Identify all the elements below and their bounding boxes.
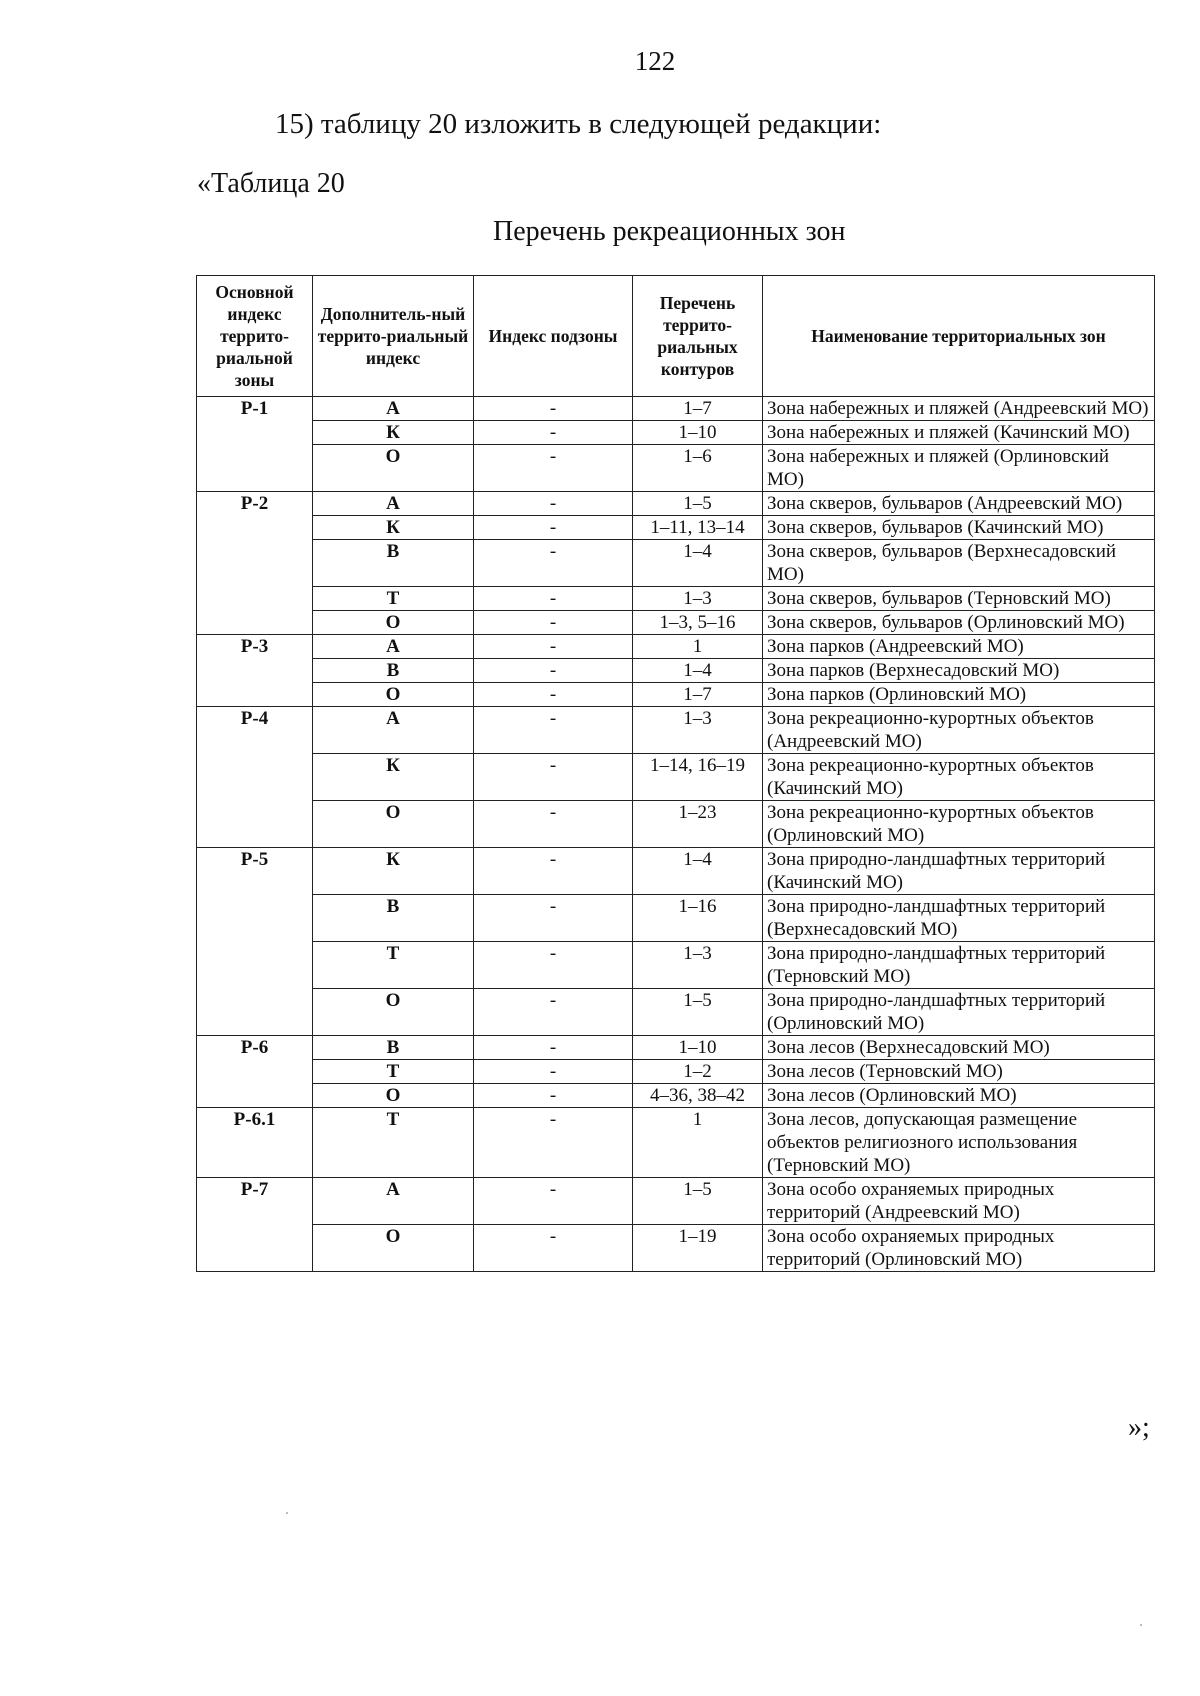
main-zone-index: Р-6	[197, 1036, 313, 1108]
additional-index: Т	[313, 1108, 474, 1178]
additional-index: О	[313, 989, 474, 1036]
zone-name: Зона лесов (Верхнесадовский МО)	[763, 1036, 1155, 1060]
additional-index: О	[313, 801, 474, 848]
subzone-index: -	[474, 848, 633, 895]
contours-list: 1–11, 13–14	[633, 516, 763, 540]
zone-name: Зона природно-ландшафтных территорий (Терновский МО)	[763, 942, 1155, 989]
zone-name: Зона рекреационно-курортных объектов (Качинский МО)	[763, 754, 1155, 801]
contours-list: 1–3, 5–16	[633, 611, 763, 635]
additional-index: К	[313, 754, 474, 801]
subzone-index: -	[474, 611, 633, 635]
subzone-index: -	[474, 1036, 633, 1060]
subzone-index: -	[474, 989, 633, 1036]
subzone-index: -	[474, 587, 633, 611]
scan-speck	[286, 1512, 288, 1514]
zone-name: Зона скверов, бульваров (Терновский МО)	[763, 587, 1155, 611]
contours-list: 1–3	[633, 942, 763, 989]
table-row	[197, 611, 1155, 635]
table-row	[197, 587, 1155, 611]
table-row	[197, 801, 1155, 848]
zone-name: Зона парков (Андреевский МО)	[763, 635, 1155, 659]
additional-index: О	[313, 1225, 474, 1272]
zone-name: Зона рекреационно-курортных объектов (Орлиновский МО)	[763, 801, 1155, 848]
zone-name: Зона скверов, бульваров (Качинский МО)	[763, 516, 1155, 540]
subzone-index: -	[474, 516, 633, 540]
contours-list: 1–4	[633, 848, 763, 895]
contours-list: 1–10	[633, 1036, 763, 1060]
recreation-zones-table	[196, 275, 1155, 1272]
table-row	[197, 848, 1155, 895]
contours-list: 1–7	[633, 397, 763, 421]
subzone-index: -	[474, 540, 633, 587]
zone-name: Зона особо охраняемых природных территорий (Орлиновский МО)	[763, 1225, 1155, 1272]
additional-index: В	[313, 895, 474, 942]
table-row	[197, 942, 1155, 989]
table-row	[197, 1178, 1155, 1225]
subzone-index: -	[474, 1108, 633, 1178]
contours-list: 1–6	[633, 445, 763, 492]
contours-list: 1–5	[633, 989, 763, 1036]
contours-list: 1–4	[633, 540, 763, 587]
contours-list: 1–3	[633, 587, 763, 611]
subzone-index: -	[474, 1225, 633, 1272]
table-header-row	[197, 276, 1155, 397]
main-zone-index: Р-6.1	[197, 1108, 313, 1178]
subzone-index: -	[474, 754, 633, 801]
zone-name: Зона природно-ландшафтных территорий (Верхнесадовский МО)	[763, 895, 1155, 942]
main-zone-index: Р-2	[197, 492, 313, 635]
subzone-index: -	[474, 1060, 633, 1084]
additional-index: О	[313, 445, 474, 492]
additional-index: А	[313, 397, 474, 421]
additional-index: В	[313, 659, 474, 683]
subzone-index: -	[474, 445, 633, 492]
table-row	[197, 683, 1155, 707]
main-zone-index: Р-7	[197, 1178, 313, 1272]
additional-index: К	[313, 516, 474, 540]
main-zone-index: Р-1	[197, 397, 313, 492]
table-row	[197, 1036, 1155, 1060]
amendment-instruction: 15) таблицу 20 изложить в следующей редакции:	[275, 108, 882, 140]
table-body	[197, 397, 1155, 1272]
zone-name: Зона набережных и пляжей (Орлиновский МО)	[763, 445, 1155, 492]
additional-index: Т	[313, 1060, 474, 1084]
additional-index: А	[313, 635, 474, 659]
table-row	[197, 516, 1155, 540]
subzone-index: -	[474, 1178, 633, 1225]
additional-index: О	[313, 683, 474, 707]
subzone-index: -	[474, 707, 633, 754]
zone-name: Зона природно-ландшафтных территорий (Орлиновский МО)	[763, 989, 1155, 1036]
additional-index: Т	[313, 942, 474, 989]
header-main-index: Основной индекс террито-риальной зоны	[197, 276, 313, 397]
zone-name: Зона набережных и пляжей (Андреевский МО)	[763, 397, 1155, 421]
zone-name: Зона лесов, допускающая размещение объектов религиозного использования (Терновский МО)	[763, 1108, 1155, 1178]
zone-name: Зона скверов, бульваров (Верхнесадовский МО)	[763, 540, 1155, 587]
main-zone-index: Р-4	[197, 707, 313, 848]
table-row	[197, 635, 1155, 659]
header-subzone-index: Индекс подзоны	[474, 276, 633, 397]
subzone-index: -	[474, 492, 633, 516]
table-title: Перечень рекреационных зон	[493, 216, 846, 247]
table-row	[197, 445, 1155, 492]
table-row	[197, 989, 1155, 1036]
contours-list: 1	[633, 635, 763, 659]
additional-index: К	[313, 421, 474, 445]
contours-list: 1–23	[633, 801, 763, 848]
header-zone-name: Наименование территориальных зон	[763, 276, 1155, 397]
subzone-index: -	[474, 801, 633, 848]
subzone-index: -	[474, 421, 633, 445]
table-caption: «Таблица 20	[197, 168, 345, 199]
contours-list: 1–2	[633, 1060, 763, 1084]
zone-name: Зона рекреационно-курортных объектов (Андреевский МО)	[763, 707, 1155, 754]
header-additional-index: Дополнитель-ный террито-риальный индекс	[313, 276, 474, 397]
contours-list: 1–16	[633, 895, 763, 942]
additional-index: О	[313, 1084, 474, 1108]
subzone-index: -	[474, 895, 633, 942]
zone-name: Зона скверов, бульваров (Андреевский МО)	[763, 492, 1155, 516]
main-zone-index: Р-5	[197, 848, 313, 1036]
additional-index: А	[313, 707, 474, 754]
contours-list: 1–10	[633, 421, 763, 445]
closing-quote: »;	[1128, 1412, 1150, 1443]
subzone-index: -	[474, 1084, 633, 1108]
contours-list: 1–5	[633, 1178, 763, 1225]
additional-index: К	[313, 848, 474, 895]
additional-index: О	[313, 611, 474, 635]
additional-index: В	[313, 1036, 474, 1060]
additional-index: Т	[313, 587, 474, 611]
zone-name: Зона парков (Верхнесадовский МО)	[763, 659, 1155, 683]
table-row	[197, 397, 1155, 421]
zone-name: Зона природно-ландшафтных территорий (Качинский МО)	[763, 848, 1155, 895]
additional-index: А	[313, 1178, 474, 1225]
table-row	[197, 1060, 1155, 1084]
table-row	[197, 707, 1155, 754]
additional-index: А	[313, 492, 474, 516]
table-row	[197, 895, 1155, 942]
subzone-index: -	[474, 683, 633, 707]
table-row	[197, 492, 1155, 516]
subzone-index: -	[474, 635, 633, 659]
header-contours-list: Перечень террито-риальных контуров	[633, 276, 763, 397]
contours-list: 1–4	[633, 659, 763, 683]
table-row	[197, 540, 1155, 587]
zone-name: Зона скверов, бульваров (Орлиновский МО)	[763, 611, 1155, 635]
table-row	[197, 1225, 1155, 1272]
table-row	[197, 659, 1155, 683]
zone-name: Зона набережных и пляжей (Качинский МО)	[763, 421, 1155, 445]
scan-speck	[1140, 1624, 1142, 1626]
contours-list: 1–3	[633, 707, 763, 754]
zone-name: Зона парков (Орлиновский МО)	[763, 683, 1155, 707]
table-row	[197, 421, 1155, 445]
table-row	[197, 754, 1155, 801]
contours-list: 1–7	[633, 683, 763, 707]
subzone-index: -	[474, 397, 633, 421]
subzone-index: -	[474, 942, 633, 989]
additional-index: В	[313, 540, 474, 587]
table-row	[197, 1084, 1155, 1108]
subzone-index: -	[474, 659, 633, 683]
main-zone-index: Р-3	[197, 635, 313, 707]
zone-name: Зона особо охраняемых природных территорий (Андреевский МО)	[763, 1178, 1155, 1225]
contours-list: 4–36, 38–42	[633, 1084, 763, 1108]
contours-list: 1–14, 16–19	[633, 754, 763, 801]
contours-list: 1–5	[633, 492, 763, 516]
contours-list: 1–19	[633, 1225, 763, 1272]
zone-name: Зона лесов (Орлиновский МО)	[763, 1084, 1155, 1108]
page-number: 122	[634, 46, 676, 76]
table-row	[197, 1108, 1155, 1178]
contours-list: 1	[633, 1108, 763, 1178]
zone-name: Зона лесов (Терновский МО)	[763, 1060, 1155, 1084]
